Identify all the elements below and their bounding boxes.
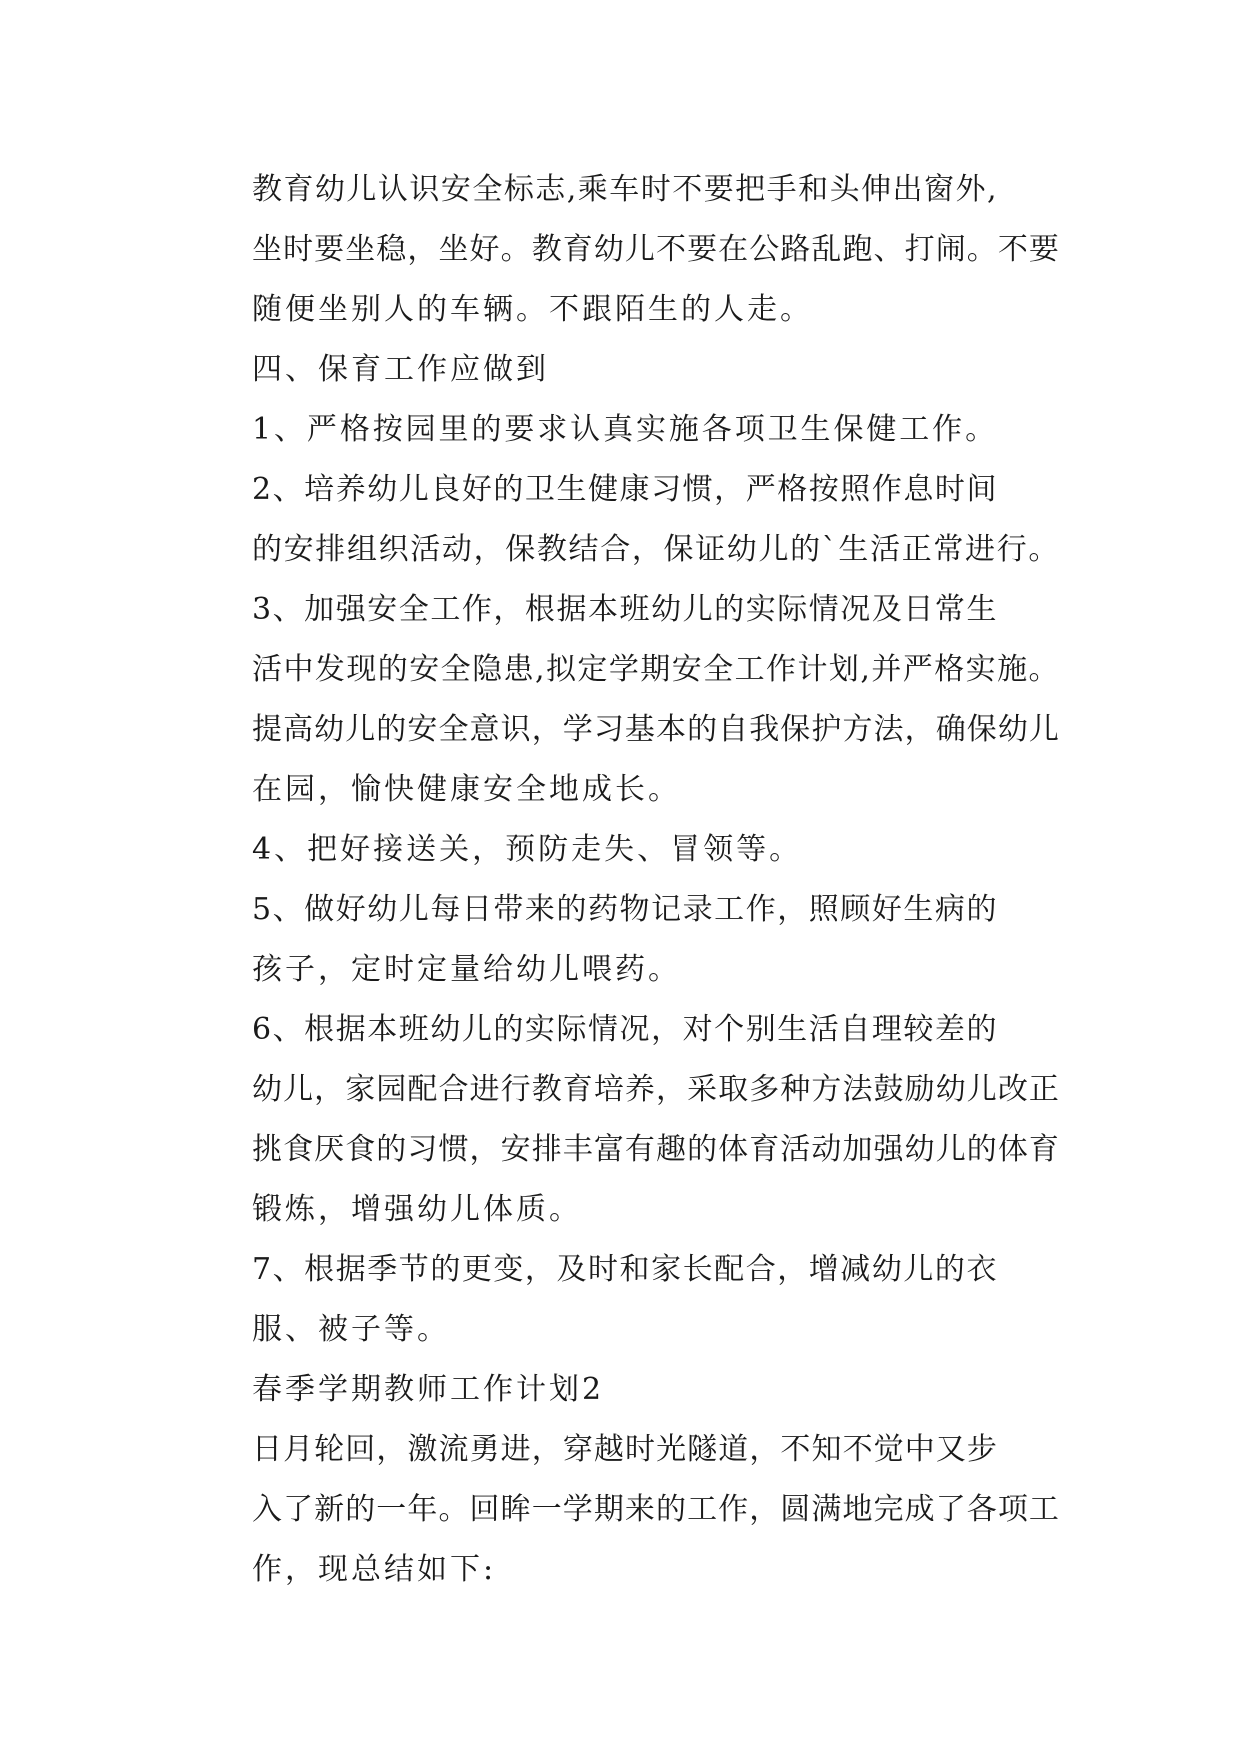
paragraph bbox=[190, 1240, 1060, 1360]
text-line: 孩子，定时定量给幼儿喂药。 bbox=[252, 952, 681, 987]
text-line: 4、把好接送关，预防走失、冒领等。 bbox=[252, 832, 803, 867]
paragraph bbox=[190, 880, 1060, 1000]
text-line: 在园，愉快健康安全地成长。 bbox=[252, 772, 681, 807]
paragraph bbox=[190, 460, 1060, 580]
text-line: 幼儿，家园配合进行教育培养，采取多种方法鼓励幼儿改正 bbox=[252, 1072, 1060, 1107]
paragraph bbox=[190, 1420, 1060, 1600]
text-line: 挑食厌食的习惯，安排丰富有趣的体育活动加强幼儿的体育 bbox=[252, 1132, 1060, 1167]
text-line: 随便坐别人的车辆。不跟陌生的人走。 bbox=[252, 292, 813, 327]
document-body bbox=[190, 160, 1060, 1600]
text-line: 锻炼，增强幼儿体质。 bbox=[252, 1192, 582, 1227]
paragraph bbox=[190, 580, 1060, 820]
text-line: 春季学期教师工作计划2 bbox=[252, 1372, 605, 1407]
text-line: 四、保育工作应做到 bbox=[252, 352, 549, 387]
paragraph bbox=[190, 820, 1060, 880]
paragraph bbox=[190, 160, 1060, 340]
text-line: 入了新的一年。回眸一学期来的工作，圆满地完成了各项工 bbox=[252, 1492, 1060, 1527]
text-line: 作，现总结如下: bbox=[252, 1552, 497, 1587]
text-line: 的安排组织活动，保教结合，保证幼儿的`生活正常进行。 bbox=[252, 532, 1060, 567]
text-line: 3、加强安全工作，根据本班幼儿的实际情况及日常生 bbox=[252, 592, 998, 627]
text-line: 1、严格按园里的要求认真实施各项卫生保健工作。 bbox=[252, 412, 998, 447]
text-line: 6、根据本班幼儿的实际情况，对个别生活自理较差的 bbox=[252, 1012, 998, 1047]
text-line: 5、做好幼儿每日带来的药物记录工作，照顾好生病的 bbox=[252, 892, 998, 927]
text-line: 2、培养幼儿良好的卫生健康习惯，严格按照作息时间 bbox=[252, 472, 998, 507]
text-line: 活中发现的安全隐患,拟定学期安全工作计划,并严格实施。 bbox=[252, 652, 1060, 687]
paragraph bbox=[190, 1000, 1060, 1240]
paragraph bbox=[190, 1360, 1060, 1420]
paragraph bbox=[190, 400, 1060, 460]
text-line: 7、根据季节的更变，及时和家长配合，增减幼儿的衣 bbox=[252, 1252, 998, 1287]
text-line: 教育幼儿认识安全标志,乘车时不要把手和头伸出窗外, bbox=[252, 172, 998, 207]
paragraph bbox=[190, 340, 1060, 400]
text-line: 服、被子等。 bbox=[252, 1312, 450, 1347]
text-line: 日月轮回，激流勇进，穿越时光隧道，不知不觉中又步 bbox=[252, 1432, 998, 1467]
text-line: 坐时要坐稳，坐好。教育幼儿不要在公路乱跑、打闹。不要 bbox=[252, 232, 1060, 267]
text-line: 提高幼儿的安全意识，学习基本的自我保护方法，确保幼儿 bbox=[252, 712, 1060, 747]
